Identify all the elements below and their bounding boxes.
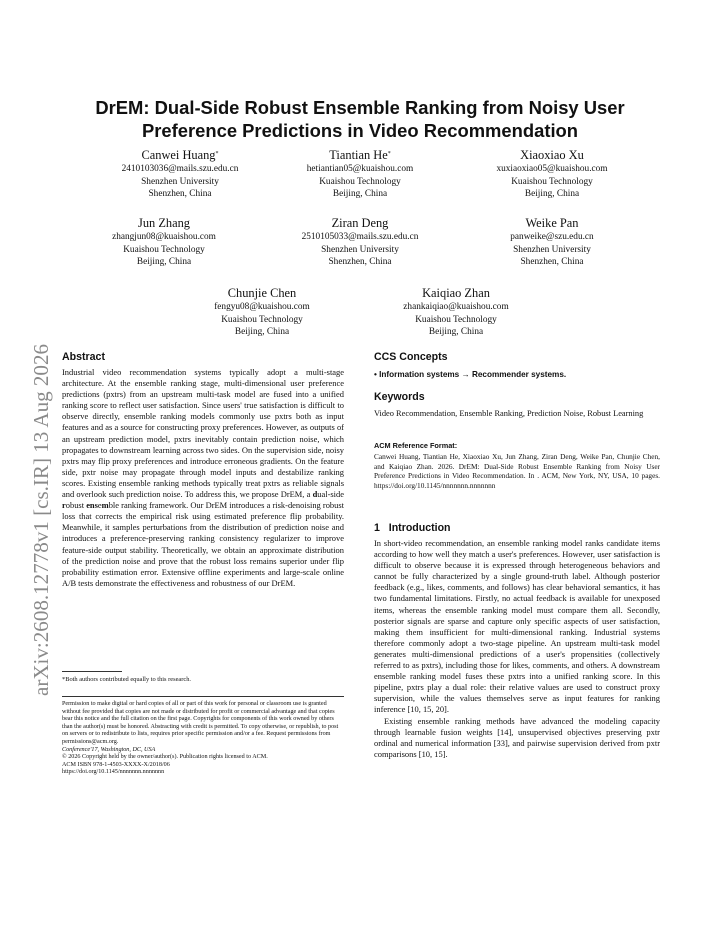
intro-heading bbox=[374, 522, 451, 534]
intro-body bbox=[374, 538, 660, 760]
author-location: Shenzhen, China bbox=[148, 189, 212, 199]
arxiv-stamp-text: arXiv:2608.12778v1 [cs.IR] 13 Aug 2026 bbox=[29, 344, 53, 696]
author-location: Beijing, China bbox=[234, 327, 290, 337]
section-number: 1 bbox=[374, 522, 380, 534]
author-email: 2510105033@mails.szu.edu.cn bbox=[301, 232, 419, 242]
author-name: Kaiqiao Zhan bbox=[422, 286, 490, 300]
abstract-text: e bbox=[97, 500, 102, 511]
ccs-heading: CCS Concepts bbox=[374, 351, 448, 363]
author-location: Beijing, China bbox=[136, 257, 192, 267]
author-email: zhankaiqiao@kuaishou.com bbox=[403, 302, 509, 312]
copyright-line: © 2026 Copyright held by the owner/author(s). Publication rights licensed to ACM. bbox=[62, 754, 268, 761]
intro-paragraph: Existing ensemble ranking methods have advanced the modeling capacity through learnable fusion weights [14], unsupervised objectives preserving pxtr ordinal and numerical information [33], and pairwise supervision derived from pxtr comparisons [10, 15]. bbox=[374, 715, 660, 759]
author-affiliation: Shenzhen University bbox=[141, 176, 219, 187]
abstract-text: ual-side bbox=[317, 489, 344, 500]
acronym-letter: m bbox=[101, 500, 109, 511]
abstract-body bbox=[62, 367, 344, 589]
author-email: xuxiaoxiao05@kuaishou.com bbox=[496, 164, 608, 174]
ccs-concepts: • Information systems → Recommender systems. bbox=[374, 370, 567, 379]
author-email: 2410103036@mails.szu.edu.cn bbox=[121, 164, 239, 174]
author-affiliation: Kuaishou Technology bbox=[319, 176, 401, 187]
abstract-text: Industrial video recommendation systems typically adopt a multi-stage architecture. At the ensemble ranking stage, multi-dimensional user preference predictions (pxtrs) from an upstream multi-task model are fused into a unified ranking score to reflect user satisfaction. Since users' true satisfaction is difficult to observe directly, ensemble ranking models commonly use pxtrs both as input features and as a source for constructing proxy preferences. However, as outputs of an upstream prediction model, pxtrs inevitably contain prediction noise, which propagates to downstream learning across two sides. On the supervision side, noisy pxtrs may flip proxy preferences and introduce erroneous gradients. On the feature side, pxtr noise may propagate through model inputs and destabilize ranking scores. Existing ensemble ranking methods typically treat pxtrs as reliable signals and overlook such prediction noise. To address this, we propose DrEM, a bbox=[62, 367, 344, 500]
author-affiliation: Kuaishou Technology bbox=[511, 176, 593, 187]
author-name: Jun Zhang bbox=[138, 216, 190, 230]
author-name: Ziran Deng bbox=[331, 216, 389, 230]
author-name: Chunjie Chen bbox=[227, 286, 297, 300]
author-block bbox=[452, 148, 652, 201]
author-location: Shenzhen, China bbox=[520, 257, 584, 267]
author-name: Canwei Huang bbox=[141, 148, 216, 162]
author-block bbox=[162, 286, 362, 339]
equal-contribution-mark: * bbox=[387, 151, 391, 157]
author-block bbox=[356, 286, 556, 339]
keywords-heading: Keywords bbox=[374, 391, 425, 403]
author-block bbox=[80, 148, 280, 201]
abstract-text: ble ranking framework. Our DrEM introduces a risk-denoising robust loss that corrects the empirical risk using estimated preference flip probability. Meanwhile, it samples perturbations from the distribution of prediction noise and introduces a preference-preserving ranking consistency regularizer to improve feature-side output stability. Theoretically, we obtain an approximate distribution of the prediction noise and prove that the robust loss remains superior under flip probability estimation error. Extensive offline experiments and large-scale online A/B tests demonstrate the effectiveness and robustness of our DrEM. bbox=[62, 500, 344, 588]
abstract-text: obust bbox=[65, 500, 87, 511]
isbn-line: ACM ISBN 978-1-4503-XXXX-X/2018/06 bbox=[62, 761, 170, 768]
author-email: hetiantian05@kuaishou.com bbox=[306, 164, 414, 174]
acronym-letter: r bbox=[62, 500, 66, 511]
author-location: Beijing, China bbox=[524, 189, 580, 199]
title-line-2: Preference Predictions in Video Recommendation bbox=[141, 120, 579, 141]
section-title: Introduction bbox=[388, 522, 451, 534]
acronym-letter: ens bbox=[86, 500, 98, 511]
doi-line: https://doi.org/10.1145/nnnnnnn.nnnnnnn bbox=[62, 769, 165, 776]
footnote-rule bbox=[62, 671, 122, 672]
abstract-heading: Abstract bbox=[62, 351, 105, 363]
author-block bbox=[64, 216, 264, 269]
author-name: Weike Pan bbox=[525, 216, 579, 230]
permission-rule bbox=[62, 696, 344, 697]
author-location: Beijing, China bbox=[332, 189, 388, 199]
author-location: Shenzhen, China bbox=[328, 257, 392, 267]
permission-text: Permission to make digital or hard copies of all or part of this work for personal or classroom use is granted without fee provided that copies are not made or distributed for profit or commercial advantage and that copies bear this notice and the full citation on the first page. Copyrights for components of this work owned by others than the author(s) must be honored. Abstracting with credit is permitted. To copy otherwise, or republish, to post on servers or to redistribute to lists, requires prior specific permission and/or a fee. Request permissions from permissions@acm.org. bbox=[62, 701, 339, 745]
author-block bbox=[452, 216, 652, 269]
arxiv-stamp bbox=[20, 340, 60, 700]
author-affiliation: Shenzhen University bbox=[321, 244, 399, 255]
paper-title bbox=[60, 96, 660, 142]
permission-block bbox=[62, 701, 344, 777]
author-name: Tiantian He bbox=[329, 148, 388, 162]
author-affiliation: Kuaishou Technology bbox=[221, 314, 303, 325]
title-line-1: DrEM: Dual-Side Robust Ensemble Ranking from Noisy User bbox=[95, 97, 625, 118]
acronym-letter: d bbox=[312, 489, 318, 500]
acm-reference-text: Canwei Huang, Tiantian He, Xiaoxiao Xu, Jun Zhang, Ziran Deng, Weike Pan, Chunjie Chen, and Kaiqiao Zhan. 2026. DrEM: Dual-Side Robust Ensemble Ranking from Noisy User Preference Predictions in Video Recommendation. In . ACM, New York, NY, USA, 10 pages. https://doi.org/10.1145/nnnnnnn.nnnnnnn bbox=[374, 452, 660, 490]
keywords-text: Video Recommendation, Ensemble Ranking, Prediction Noise, Robust Learning bbox=[374, 409, 644, 418]
author-email: panweike@szu.edu.cn bbox=[510, 232, 594, 242]
footnote: *Both authors contributed equally to this research. bbox=[62, 676, 192, 683]
conference-line: Conference'17, Washington, DC, USA bbox=[62, 746, 156, 753]
equal-contribution-mark: * bbox=[215, 151, 219, 157]
author-name: Xiaoxiao Xu bbox=[520, 148, 584, 162]
author-block bbox=[260, 216, 460, 269]
author-affiliation: Shenzhen University bbox=[513, 244, 591, 255]
intro-paragraph: In short-video recommendation, an ensemble ranking model ranks candidate items according to how well they match a user's preferences. However, user satisfaction is difficult to observe because it is expressed through heterogeneous behaviors and cannot be fully characterized by a single ground-truth label. Although posterior feedback (e.g., likes, comments, and follows) has clear behavioral semantics, it has two fundamental limitations. Firstly, no actual feedback is available for unexposed items, whereas the ensemble ranking model must compare them all. Secondly, posterior signals are sparse and capture only specific aspects of user satisfaction, making them insufficient for multi-dimensional ranking. Industrial systems therefore commonly adopt a two-stage pipeline. An upstream multi-task model generates multi-dimensional predictions of a user's propensities (collectively referred to as pxtrs), including those for likes, comments, and others. A downstream ensemble ranking model fuses these pxtrs into a unified ranking score. In this pipeline, pxtrs play a dual role: their relative values are used to construct proxy supervision, while the values themselves serve as input features for ranking inference [10, 15, 20]. bbox=[374, 538, 660, 715]
author-affiliation: Kuaishou Technology bbox=[415, 314, 497, 325]
author-location: Beijing, China bbox=[428, 327, 484, 337]
acm-reference-heading: ACM Reference Format: bbox=[374, 441, 458, 450]
author-email: fengyu08@kuaishou.com bbox=[214, 302, 310, 312]
author-affiliation: Kuaishou Technology bbox=[123, 244, 205, 255]
author-email: zhangjun08@kuaishou.com bbox=[112, 232, 216, 242]
author-block bbox=[260, 148, 460, 201]
